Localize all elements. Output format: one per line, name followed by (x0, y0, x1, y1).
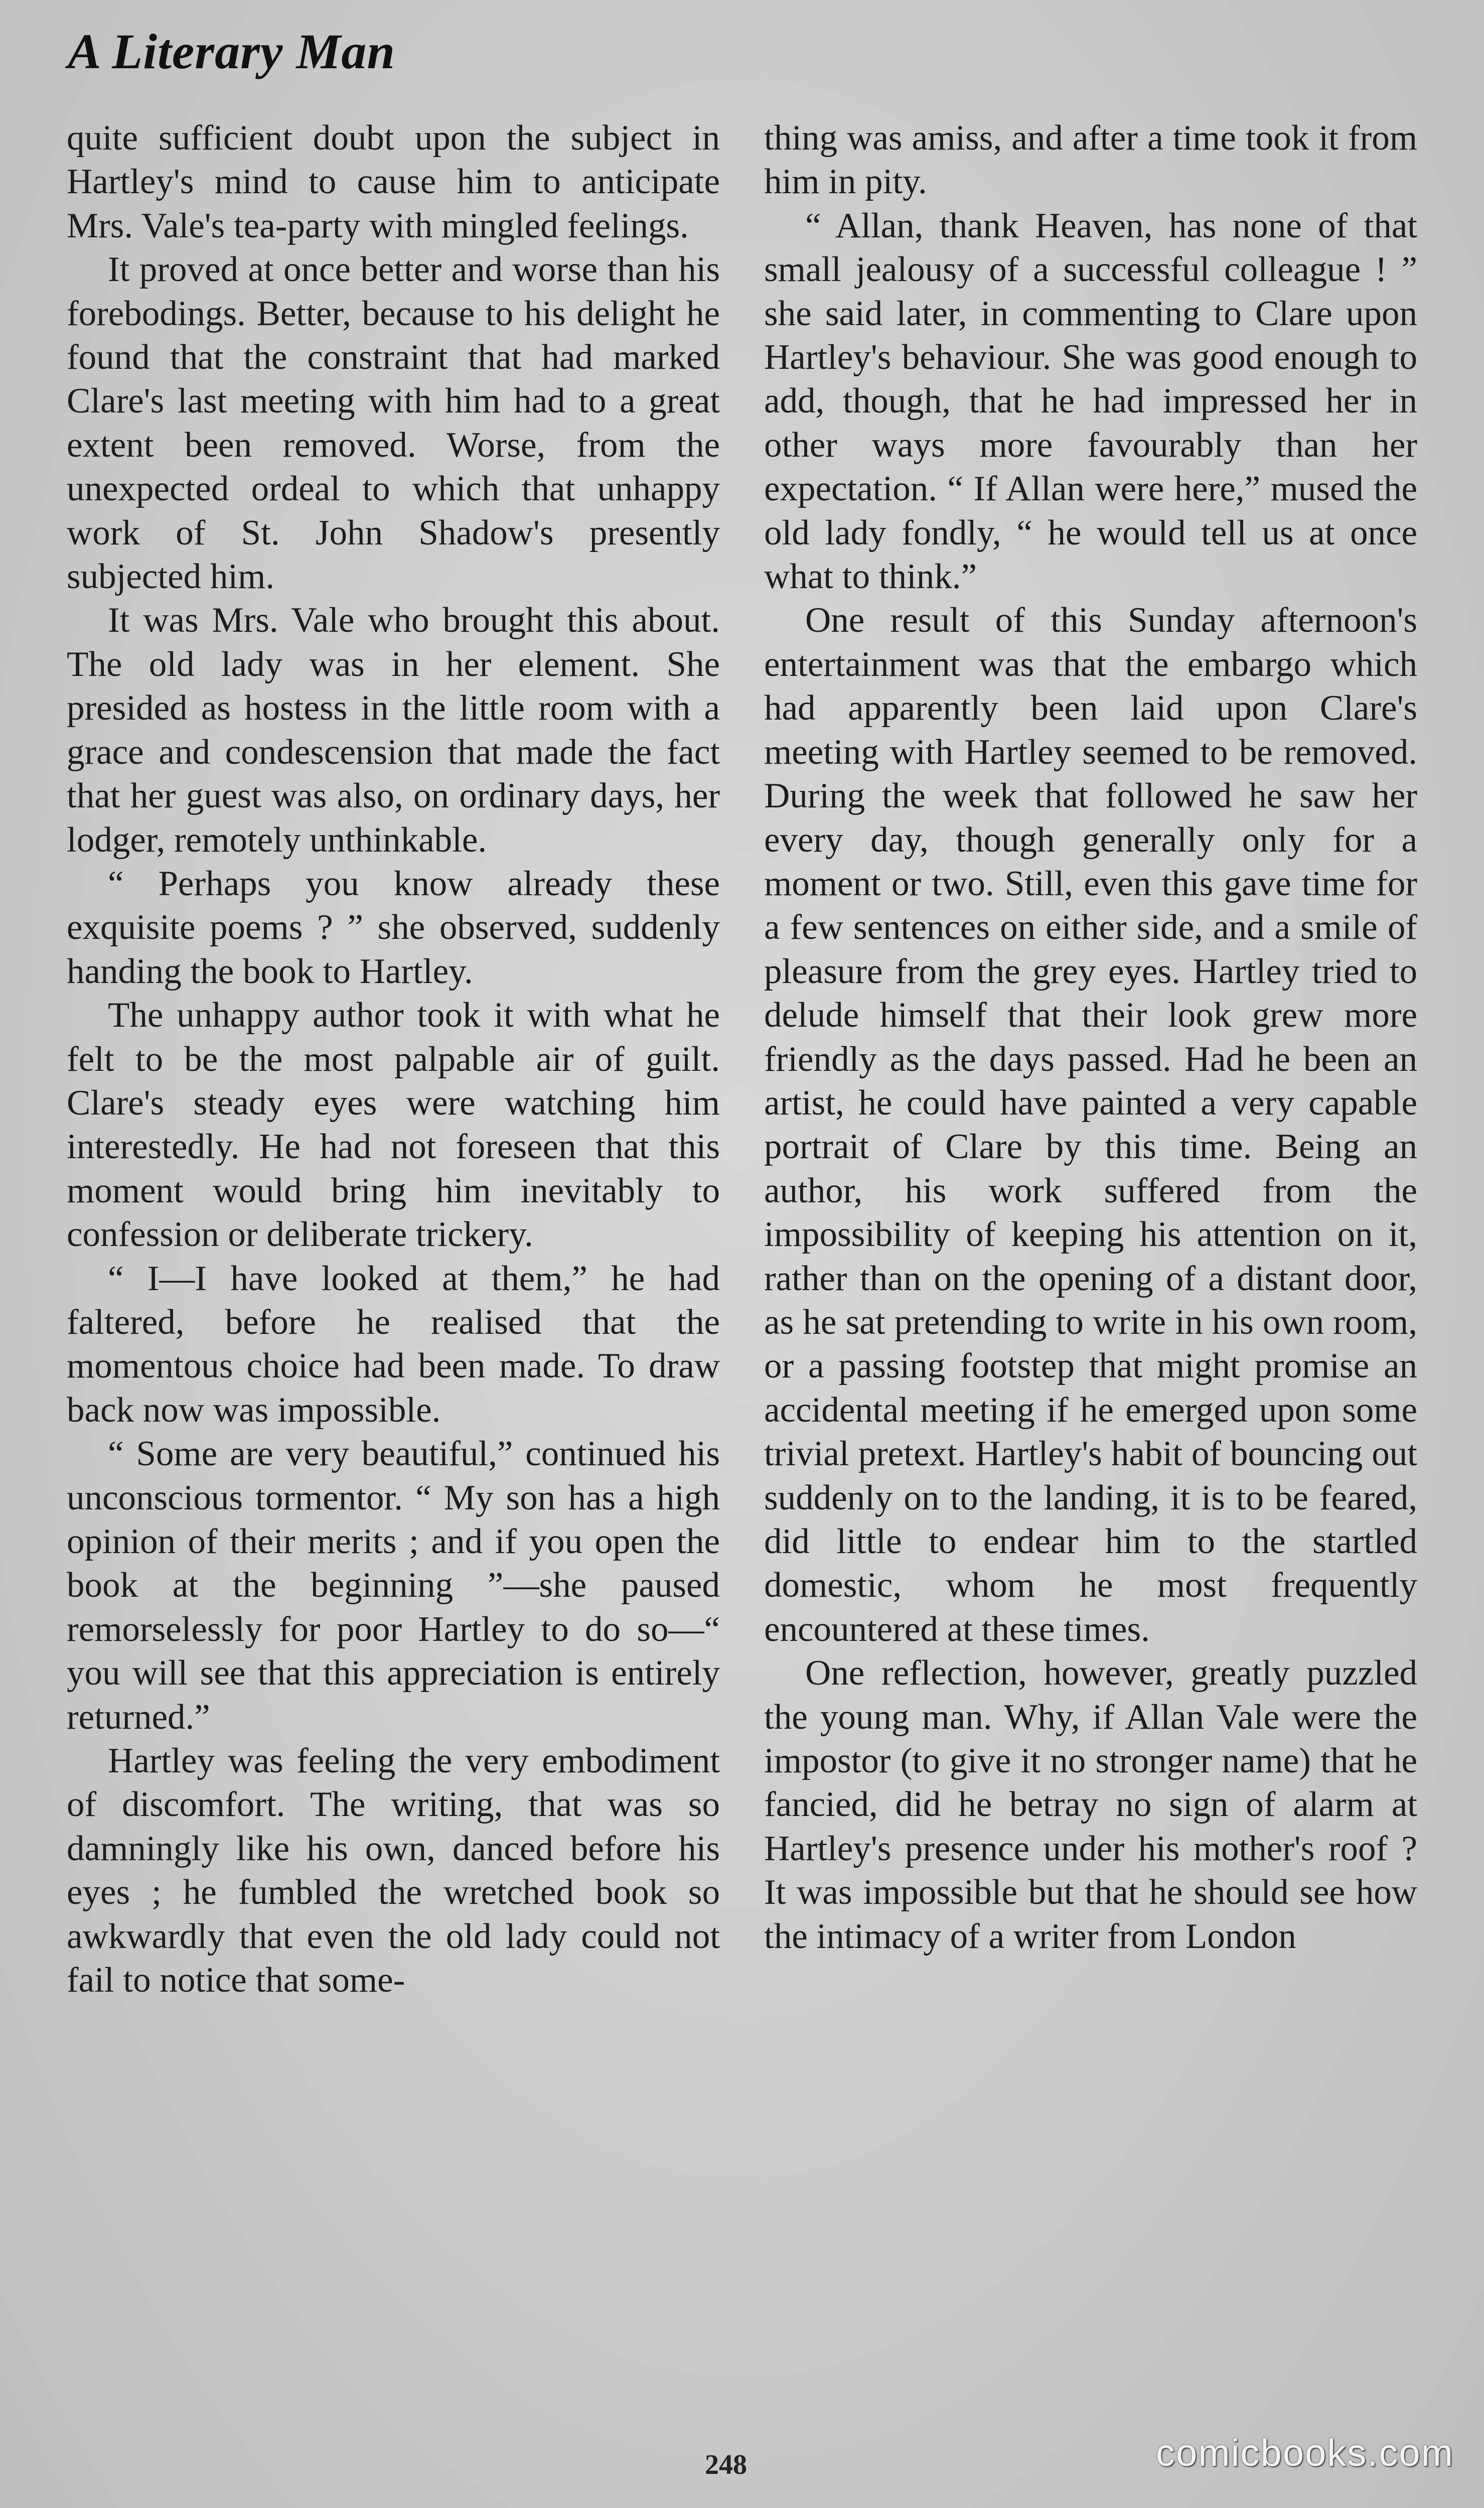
page-number: 248 (705, 2449, 747, 2480)
paragraph: quite sufficient doubt upon the subject in Hartley's mind to cause him to anticipate Mrs. Vale's tea-party with mingled feelings. (67, 118, 720, 245)
paragraph: “ Allan, thank Heaven, has none of that small jealousy of a successful colleague ! ” she said later, in commenting to Clare upon Hartley's behaviour. She was good enough to add, though, that he had impressed her in other ways more favourably than her expectation. “ If Allan were here,” mused the old lady fondly, “ he would tell us at once what to think.” (764, 206, 1417, 597)
left-column (67, 116, 720, 2364)
paragraph: “ I—I have looked at them,” he had faltered, before he realised that the momentous choice had been made. To draw back now was impossible. (67, 1259, 720, 1430)
right-column (764, 116, 1417, 2364)
paragraph: The unhappy author took it with what he felt to be the most palpable air of guilt. Clare's steady eyes were watching him interestedly. He had not foreseen that this moment would bring him inevitably to confession or deliberate trickery. (67, 996, 720, 1255)
watermark: comicbooks.com (1156, 2432, 1454, 2474)
paragraph: “ Some are very beautiful,” continued his unconscious tormentor. “ My son has a high opinion of their merits ; and if you open the book at the beginning ”—she paused remorselessly for poor Hartley to do so—“ you will see that this appreciation is entirely returned.” (67, 1434, 720, 1737)
paragraph: “ Perhaps you know already these exquisite poems ? ” she observed, suddenly handing the book to Hartley. (67, 864, 720, 991)
paragraph: One reflection, however, greatly puzzled the young man. Why, if Allan Vale were the impostor (to give it no stronger name) that he fancied, did he betray no sign of alarm at Hartley's presence under his mother's roof ? It was impossible but that he should see how the intimacy of a writer from London (764, 1653, 1417, 1956)
running-head: A Literary Man (68, 24, 395, 79)
text-columns (67, 116, 1417, 2364)
paragraph: It proved at once better and worse than his forebodings. Better, because to his delight he found that the constraint that had marked Clare's last meeting with him had to a great extent been removed. Worse, from the unexpected ordeal to which that unhappy work of St. John Shadow's presently subjected him. (67, 250, 720, 597)
paragraph: One result of this Sunday afternoon's entertainment was that the embargo which had apparently been laid upon Clare's meeting with Hartley seemed to be removed. During the week that followed he saw her every day, though generally only for a moment or two. Still, even this gave time for a few sentences on either side, and a smile of pleasure from the grey eyes. Hartley tried to delude himself that their look grew more friendly as the days passed. Had he been an artist, he could have painted a very capable portrait of Clare by this time. Being an author, his work suffered from the impossibility of keeping his attention on it, rather than on the opening of a distant door, as he sat pretending to write in his own room, or a passing footstep that might promise an accidental meeting if he emerged upon some trivial pretext. Hartley's habit of bouncing out suddenly on to the landing, it is to be feared, did little to endear him to the startled domestic, whom he most frequently encountered at these times. (764, 601, 1417, 1649)
paragraph: It was Mrs. Vale who brought this about. The old lady was in her element. She presided as hostess in the little room with a grace and condescension that made the fact that her guest was also, on ordinary days, her lodger, remotely unthinkable. (67, 601, 720, 860)
paragraph: Hartley was feeling the very embodiment of discomfort. The writing, that was so damningly like his own, danced before his eyes ; he fumbled the wretched book so awkwardly that even the old lady could not fail to notice that some- (67, 1741, 720, 2000)
paragraph: thing was amiss, and after a time took it from him in pity. (764, 118, 1417, 202)
